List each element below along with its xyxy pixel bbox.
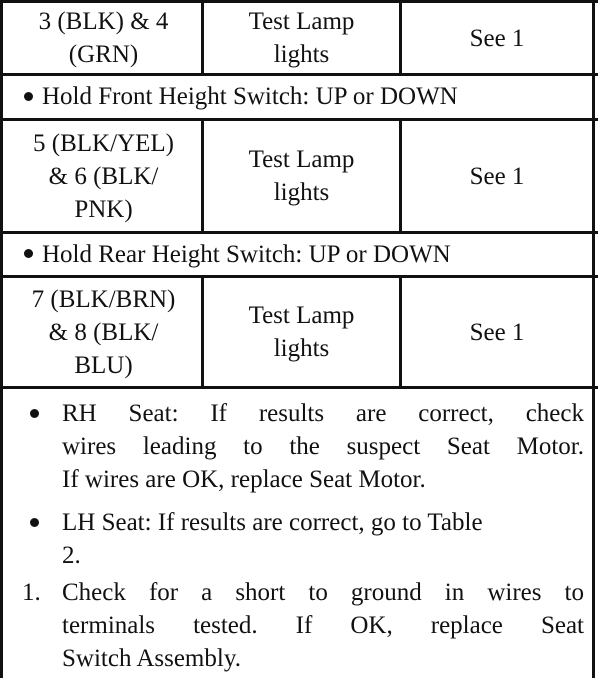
bullet-icon xyxy=(30,518,39,527)
footnote-rh-seat xyxy=(6,397,595,496)
footnote-line: wires leading to the suspect Seat Motor. xyxy=(62,433,584,460)
footnote-line: Switch Assembly. xyxy=(62,645,241,672)
terminals-line: & 6 (BLK/ xyxy=(48,162,159,190)
result-line: Test Lamp xyxy=(248,302,355,329)
result-cell xyxy=(204,278,399,386)
note-ref-cell xyxy=(402,121,592,231)
terminals-line: PNK) xyxy=(74,195,133,223)
terminals-cell xyxy=(6,121,201,231)
instruction-band xyxy=(6,76,595,118)
row-divider xyxy=(3,386,598,389)
bullet-icon xyxy=(24,249,33,258)
note-ref: See 1 xyxy=(469,162,525,190)
bullet-icon xyxy=(30,409,39,418)
footnote-line: LH Seat: If results are correct, go to Table xyxy=(62,509,483,536)
instruction-band xyxy=(6,234,595,275)
footnote-line: terminals tested. If OK, replace Seat xyxy=(62,612,584,639)
bullet-icon xyxy=(24,92,33,101)
bullet-marker xyxy=(26,506,52,539)
note-ref: See 1 xyxy=(469,318,525,346)
note-ref: See 1 xyxy=(469,24,525,52)
terminals-line: BLU) xyxy=(74,351,133,379)
note-ref-cell xyxy=(402,3,592,73)
footnote-body xyxy=(62,506,584,572)
footnote-line: If wires are OK, replace Seat Motor. xyxy=(62,466,426,493)
terminals-line: 5 (BLK/YEL) xyxy=(33,129,174,157)
result-line: Test Lamp xyxy=(248,146,355,173)
footnote-1 xyxy=(6,576,595,675)
footnote-body xyxy=(62,397,584,496)
footnote-line: RH Seat: If results are correct, check xyxy=(62,400,584,427)
result-cell xyxy=(204,121,399,231)
footnote-body xyxy=(62,576,584,675)
footnote-number: 1. xyxy=(22,579,41,606)
bullet-marker xyxy=(26,397,52,430)
terminals-line: 3 (BLK) & 4 xyxy=(38,8,169,35)
terminals-line: (GRN) xyxy=(68,41,139,68)
note-ref-cell xyxy=(402,278,592,386)
result-line: Test Lamp xyxy=(248,8,355,35)
footnote-line: 2. xyxy=(62,542,81,569)
result-line: lights xyxy=(273,41,330,68)
instruction-text: Hold Rear Height Switch: UP or DOWN xyxy=(42,240,451,268)
terminals-cell xyxy=(6,278,201,386)
result-cell xyxy=(204,3,399,73)
terminals-line: 7 (BLK/BRN) xyxy=(31,285,176,313)
terminals-line: & 8 (BLK/ xyxy=(48,318,159,346)
result-line: lights xyxy=(273,179,330,206)
instruction-text: Hold Front Height Switch: UP or DOWN xyxy=(42,83,458,110)
result-line: lights xyxy=(273,335,330,362)
footnote-line: Check for a short to ground in wires to xyxy=(62,579,584,606)
terminals-cell xyxy=(6,3,201,73)
footnote-lh-seat xyxy=(6,506,595,572)
